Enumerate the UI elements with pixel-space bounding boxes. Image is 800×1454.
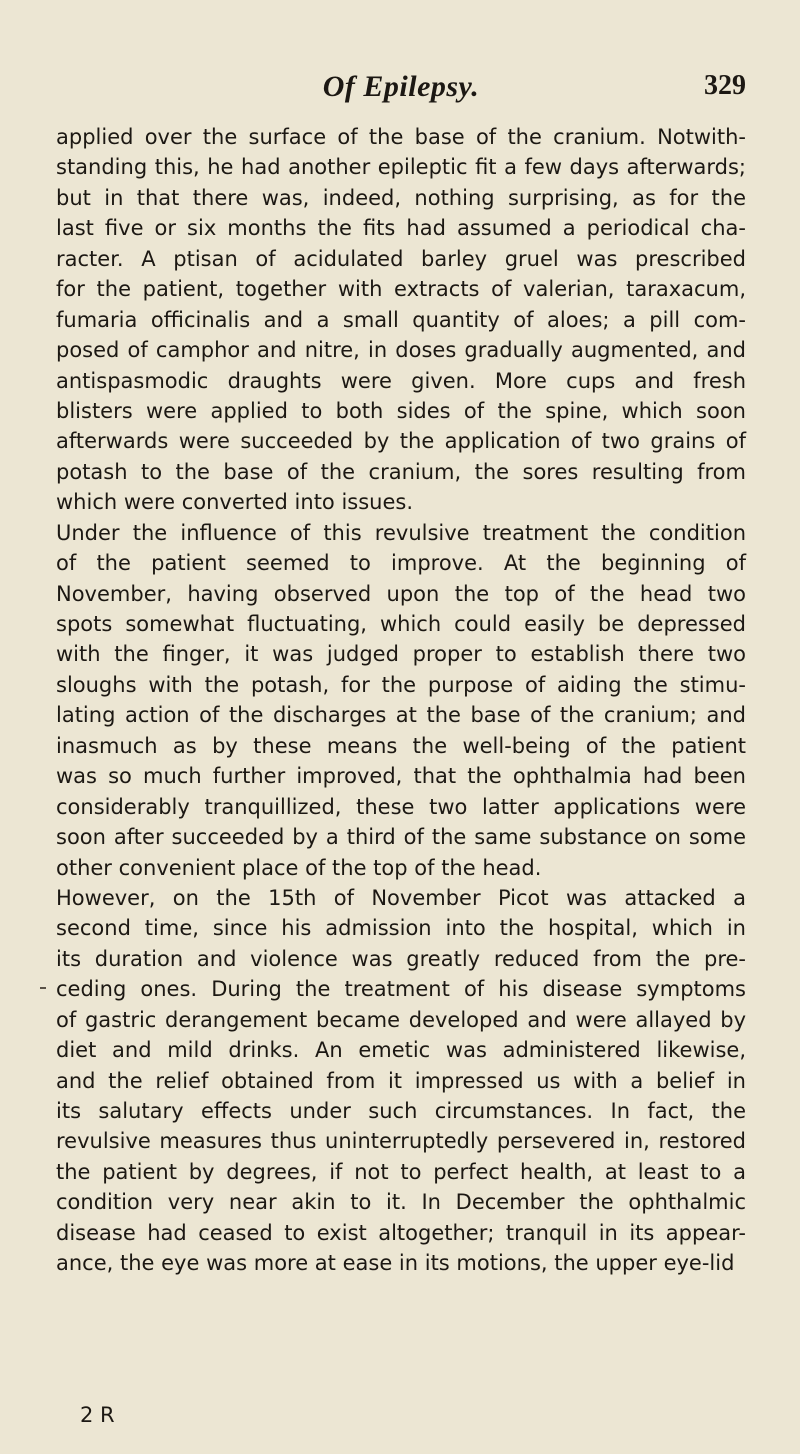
- page-number: 329: [704, 70, 746, 101]
- text-line: soon after succeeded by a third of the same substance on some: [56, 825, 746, 850]
- text-line: potash to the base of the cranium, the sores resulting from: [56, 459, 746, 484]
- text-line: afterwards were succeeded by the application of two grains of: [56, 429, 746, 454]
- text-line: the patient by degrees, if not to perfect health, at least to a: [56, 1159, 746, 1184]
- text-line: of the patient seemed to improve. At the beginning of: [56, 551, 746, 576]
- text-line: racter. A ptisan of acidulated barley gruel was prescribed: [56, 246, 746, 271]
- text-line: posed of camphor and nitre, in doses gradually augmented, and: [56, 338, 746, 363]
- running-title: Of Epilepsy.: [322, 70, 480, 103]
- text-line: its salutary effects under such circumstances. In fact, the: [56, 1099, 746, 1123]
- text-line: fumaria officinalis and a small quantity of aloes; a pill com-: [56, 307, 746, 332]
- text-line: November, having observed upon the top of the head two: [56, 581, 746, 606]
- text-line: spots somewhat fluctuating, which could easily be depressed: [56, 612, 746, 636]
- body-text: [56, 122, 746, 1279]
- text-line: was so much further improved, that the ophthalmia had been: [56, 764, 746, 789]
- text-line: standing this, he had another epileptic fit a few days afterwards;: [56, 155, 746, 180]
- text-line: with the finger, it was judged proper to establish there two: [56, 642, 746, 667]
- text-line: but in that there was, indeed, nothing surprising, as for the: [56, 185, 746, 210]
- text-line: last five or six months the fits had assumed a periodical cha-: [56, 216, 746, 241]
- text-line: ance, the eye was more at ease in its motions, the upper eye-lid: [56, 1251, 735, 1276]
- text-line: for the patient, together with extracts of valerian, taraxacum,: [56, 277, 746, 302]
- text-line: antispasmodic draughts were given. More cups and fresh: [56, 368, 746, 393]
- text-line: considerably tranquillized, these two latter applications were: [56, 794, 746, 819]
- text-line: lating action of the discharges at the base of the cranium; and: [56, 703, 746, 728]
- text-line: of gastric derangement became developed and were allayed by: [56, 1007, 746, 1032]
- signature-mark: 2 R: [80, 1403, 115, 1427]
- text-line: diet and mild drinks. An emetic was administered likewise,: [56, 1038, 746, 1063]
- text-line: other convenient place of the top of the head.: [56, 855, 542, 880]
- text-line: sloughs with the potash, for the purpose of aiding the stimu-: [56, 672, 746, 697]
- text-line: condition very near akin to it. In December the ophthalmic: [56, 1190, 746, 1215]
- text-line: However, on the 15th of November Picot was attacked a: [56, 885, 746, 910]
- text-line: blisters were applied to both sides of the spine, which soon: [56, 398, 746, 423]
- text-line: second time, since his admission into the hospital, which in: [56, 916, 746, 941]
- text-line: Under the influence of this revulsive treatment the condition: [56, 520, 746, 545]
- text-line: disease had ceased to exist altogether; tranquil in its appear-: [56, 1220, 746, 1245]
- text-line: and the relief obtained from it impressed us with a belief in: [56, 1068, 746, 1093]
- margin-mark: [40, 987, 46, 989]
- page-header: [56, 70, 746, 114]
- text-line: its duration and violence was greatly reduced from the pre-: [56, 946, 746, 971]
- text-line: inasmuch as by these means the well-being of the patient: [56, 733, 746, 758]
- text-line: which were converted into issues.: [56, 490, 414, 515]
- text-line: applied over the surface of the base of the cranium. Notwith-: [56, 125, 746, 149]
- text-line: revulsive measures thus uninterruptedly persevered in, restored: [56, 1129, 746, 1154]
- text-line: ceding ones. During the treatment of his disease symptoms: [56, 977, 746, 1002]
